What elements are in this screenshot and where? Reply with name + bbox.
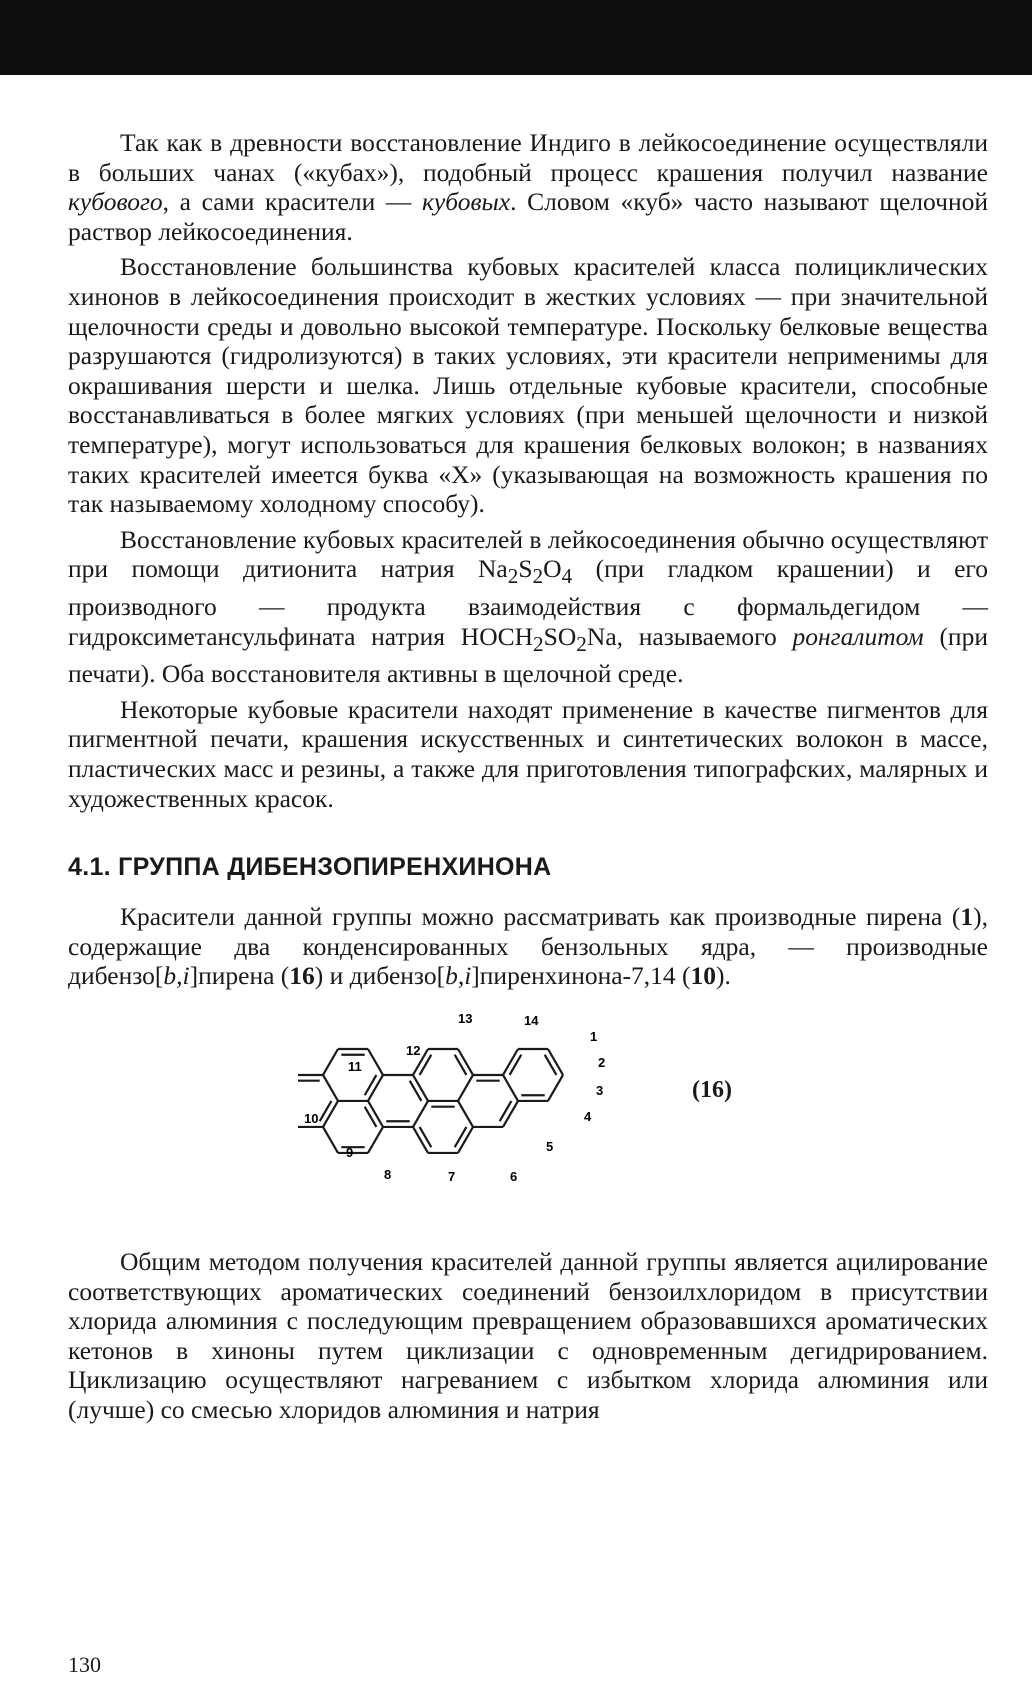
structure-double-bond [455, 1055, 467, 1075]
structure-bond [503, 1075, 518, 1101]
structure-bond [458, 1101, 473, 1127]
structure-figure [68, 1011, 988, 1201]
atom-number-6: 6 [510, 1169, 518, 1185]
paragraphs-top [68, 128, 988, 813]
atom-number-5: 5 [546, 1139, 554, 1155]
structure-bond [368, 1101, 383, 1127]
atom-number-1: 1 [590, 1029, 598, 1045]
structure-bond [323, 1049, 338, 1075]
structure-bond [413, 1101, 428, 1127]
atom-number-9: 9 [346, 1145, 354, 1161]
atom-number-13: 13 [458, 1011, 473, 1027]
structure-bond [503, 1049, 518, 1075]
structure-bond [548, 1049, 563, 1075]
atom-number-2: 2 [598, 1055, 606, 1071]
structure-bond [368, 1127, 383, 1153]
atom-number-3: 3 [596, 1083, 604, 1099]
paragraph-3: Восстановление кубовых красителей в лейкосоединения обычно осуществляют при помощи дитионита натрия $Na_2S_2O_4$ (при гладком крашении) и его производного — продукта взаимодействия с формальдегидом — гидроксиметансульфината натрия $HOCH_2SO_2Na$, называемого ронгалитом (при печати). Оба восстановителя активны в щелочной среде. [68, 524, 989, 689]
structure-bond [323, 1075, 338, 1101]
structure-bond [458, 1049, 473, 1075]
scan-top-bar [0, 0, 1032, 75]
atom-number-14: 14 [524, 1013, 539, 1029]
paragraph-bottom: Общим методом получения красителей данной группы является ацилирование соответствующих ароматических соединений бензоилхлоридом в присутствии хлорида алюминия с последующим превращением образовавшихся ароматических кетонов в хиноны путем циклизации с одновременным дегидрированием. Циклизацию осуществляют нагреванием с избытком хлорида алюминия или (лучше) со смесью хлоридов алюминия и натрия [68, 1247, 988, 1424]
structure-bond [368, 1049, 383, 1075]
section-heading: 4.1. ГРУППА ДИБЕНЗОПИРЕНХИНОНА [68, 853, 552, 882]
structure-bond [368, 1075, 383, 1101]
atom-number-8: 8 [384, 1167, 392, 1183]
page-body [68, 128, 988, 1425]
paragraph-4: Некоторые кубовые красители находят применение в качестве пигментов для пигментной печати, крашения искусственных и синтетических волокон в массе, пластических масс и резины, а также для приготовления типографских, малярных и художественных красок. [68, 694, 988, 813]
structure-bond [458, 1075, 473, 1101]
structure-double-bond [420, 1127, 432, 1147]
atom-number-7: 7 [448, 1169, 456, 1185]
structure-double-bond [420, 1055, 432, 1075]
dibenzopyrene-structure [298, 1011, 618, 1201]
atom-number-10: 10 [304, 1111, 319, 1127]
structure-label: (16) [692, 1077, 732, 1104]
structure-bond [548, 1075, 563, 1101]
structure-double-bond [455, 1127, 467, 1147]
atom-number-11: 11 [348, 1059, 362, 1075]
atom-number-12: 12 [406, 1043, 421, 1059]
structure-double-bond [510, 1055, 522, 1075]
structure-double-bond [365, 1075, 377, 1095]
structure-double-bond [410, 1081, 422, 1101]
structure-bond [458, 1127, 473, 1153]
paragraph-2: Восстановление большинства кубовых красителей класса полициклических хинонов в лейкосоединения происходит в жестких условиях — при значительной щелочности среды и довольно высокой температуре. Поскольку белковые вещества разрушаются (гидролизуются) в таких условиях, эти красители неприменимы для окрашивания шерсти и шелка. Лишь отдельные кубовые красители, способные восстанавливаться в более мягких условиях (при меньшей щелочности и низкой температуре), могут использоваться для крашения белковых волокон; в названиях таких красителей имеется буква «Х» (указывающая на возможность крашения по так называемому холодному способу). [68, 252, 988, 519]
atom-number-4: 4 [584, 1109, 592, 1125]
structure-bond [503, 1101, 518, 1127]
structure-bond [413, 1127, 428, 1153]
structure-double-bond [500, 1101, 512, 1121]
paragraph-section: Красители данной группы можно рассматривать как производные пирена (1), содержащие два конденсированных бензольных ядра, — производные дибензо[b,i]пирена (16) и дибензо[b,i]пиренхинона-7,14 (10). [68, 902, 988, 991]
structure-bond [323, 1127, 338, 1153]
structure-bond [413, 1075, 428, 1101]
structure-double-bond [545, 1055, 557, 1075]
structure-bond [323, 1101, 338, 1127]
page-number: 130 [68, 1652, 101, 1677]
structure-double-bond [365, 1107, 377, 1127]
paragraph-1: Так как в древности восстановление Индиго в лейкосоединение осуществляли в больших чанах («кубах»), подобный процесс крашения получил название кубового, а сами красители — кубовых. Словом «куб» часто называют щелочной раствор лейкосоединения. [68, 128, 988, 246]
structure-double-bond [320, 1101, 332, 1121]
